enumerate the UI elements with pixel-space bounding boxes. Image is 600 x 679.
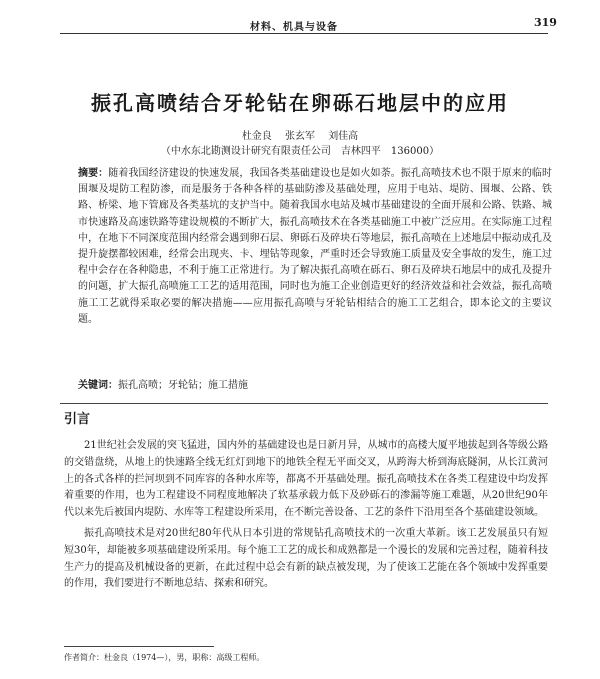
section-heading: 引言 <box>64 412 91 427</box>
author-line <box>0 127 600 142</box>
author-name: 张玄军 <box>285 131 315 142</box>
author-footnote: 作者简介：杜金良（1974—），男，职称：高级工程师。 <box>64 653 265 662</box>
paragraph: 21世纪社会发展的突飞猛进，国内外的基础建设也是日新月异，从城市的高楼大厦平地拔起到各等级公路的交错盘绕，从地上的快速路全线无红灯到地下的地铁全程无平面交叉，从跨海大桥到海底隧洞，从长江黄河上的各式各样的拦河坝到不同库容的各种水库等，都离不开基础处理。振孔高喷技术在各类工程建设中均发挥着重要的作用，也为工程建设不同程度地解决了软基承载力低下及砂砾石的渗漏等施工难题，从20世纪90年代以来先后被国内堤防、水库等工程建设所采用，在不断完善设备、工艺的条件下沿用至各个基础建设领域。 <box>64 440 548 519</box>
introduction-body <box>64 438 548 597</box>
footnote-rule <box>64 646 214 647</box>
header-rule <box>60 33 548 34</box>
article-title: 振孔高喷结合牙轮钻在卵砾石地层中的应用 <box>91 91 509 115</box>
running-header-section: 材料、机具与设备 <box>250 22 338 33</box>
abstract-text: 随着我国经济建设的快速发展，我国各类基础建设也是如火如荼。振孔高喷技术也不限于原来的临时围堰及堤防工程防渗，而是服务于各种各样的基础防渗及基础处理，应用于电站、堤防、围堰、公路、铁路、桥梁、地下管廊及各类基坑的支护当中。随着我国水电站及城市基础建设的全面开展和公路、铁路、城市快速路及高速铁路等建设规模的不断扩大，振孔高喷技术在各类基础施工中被广泛应用。在实际施工过程中，在地下不同深度范围内经常会遇到卵石层、卵砾石及碎块石等地层，振孔高喷在上述地层中振动成孔及提升旋摆都较困难，经常会出现夹、卡、埋钻等现象，严重时还会导致施工质量及安全事故的发生，施工过程中会存在各种隐患，不利于施工正常进行。为了解决振孔高喷在砾石、卵石及碎块石地层中的成孔及提升的问题，扩大振孔高喷施工工艺的适用范围，同时也为施工企业创造更好的经济效益和社会效益，振孔高喷施工工艺就得采取必要的解决措施——应用振孔高喷与牙轮钻相结合的施工工艺组合，即本论文的主要议题。 <box>78 168 553 325</box>
abstract <box>78 166 552 328</box>
author-name: 杜金良 <box>241 131 272 142</box>
paragraph: 振孔高喷技术是对20世纪80年代从日本引进的常规钻孔高喷技术的一次重大革新。该工艺发展虽只有短短30年，却能被多项基础建设所采用。每个施工工艺的成长和成熟都是一个漫长的发展和完善过程，随着科技生产力的提高及机械设备的更新，在此过程中总会有新的缺点被发现，为了使该工艺能在各个领域中发挥重要的作用，我们要进行不断地总结、探索和研究。 <box>64 527 548 590</box>
section-rule <box>60 403 548 404</box>
affiliation: （中水东北勘测设计研究有限责任公司 吉林四平 136000） <box>160 146 440 157</box>
keywords-text: 振孔高喷；牙轮钻；施工措施 <box>118 380 248 391</box>
page-number: 319 <box>534 16 557 29</box>
abstract-label: 摘要： <box>78 168 109 179</box>
author-name: 刘佳高 <box>328 131 359 142</box>
keywords-label: 关键词： <box>78 380 118 391</box>
keywords <box>78 378 552 394</box>
